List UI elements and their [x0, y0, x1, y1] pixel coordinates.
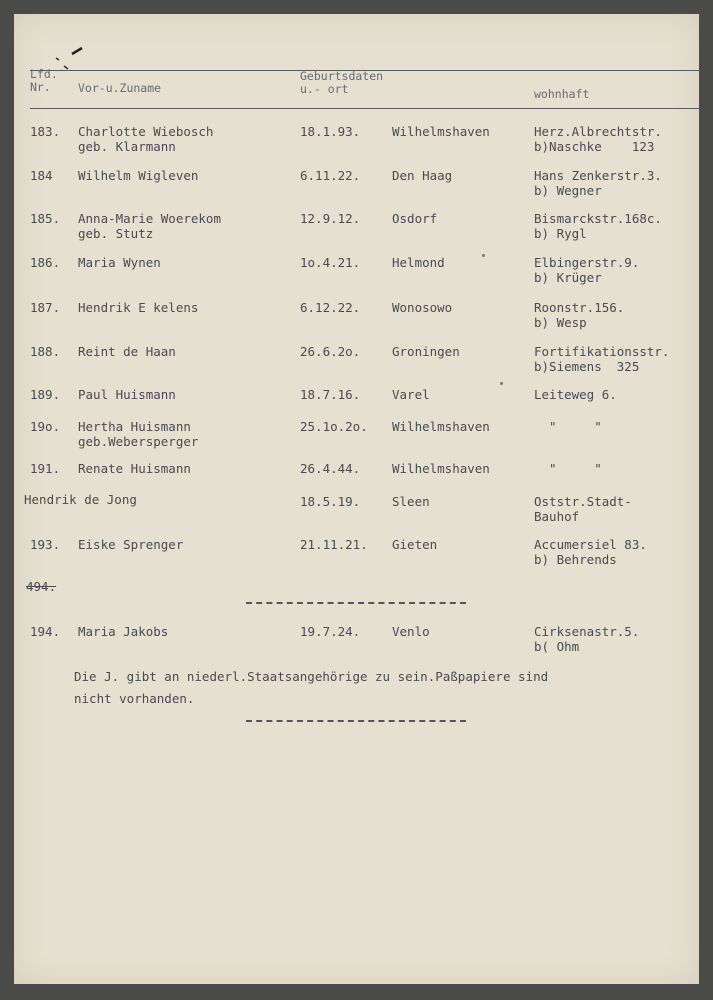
- stray-dot: [500, 382, 503, 385]
- row-place: Osdorf: [392, 211, 438, 226]
- row-residence: Bismarckstr.168c. b) Rygl: [534, 211, 662, 241]
- row-date: 18.7.16.: [300, 387, 361, 402]
- row-residence: Fortifikationsstr. b)Siemens 325: [534, 344, 670, 374]
- header-nr: Lfd. Nr.: [30, 67, 58, 94]
- header-residence: wohnhaft: [534, 87, 590, 101]
- row-date: 18.5.19.: [300, 494, 361, 509]
- row-date: 12.9.12.: [300, 211, 361, 226]
- header-rule-top: [30, 70, 700, 71]
- row-place: Venlo: [392, 624, 430, 639]
- row-nr: 189.: [30, 387, 61, 402]
- row-name: Hertha Huismann geb.Webersperger: [78, 419, 199, 449]
- row-date: 6.11.22.: [300, 168, 361, 183]
- row-name: Maria Wynen: [78, 255, 161, 270]
- row-place: Wilhelmshaven: [392, 461, 490, 476]
- row-date: 19.7.24.: [300, 624, 361, 639]
- row-name: Reint de Haan: [78, 344, 176, 359]
- row-residence: Accumersiel 83. b) Behrends: [534, 537, 647, 567]
- row-place: Wilhelmshaven: [392, 124, 490, 139]
- row-nr: 185.: [30, 211, 61, 226]
- stray-dot: [482, 254, 485, 257]
- row-name: Anna-Marie Woerekom geb. Stutz: [78, 211, 221, 241]
- row-date: 1o.4.21.: [300, 255, 361, 270]
- row-nr: 191.: [30, 461, 61, 476]
- row-nr: 193.: [30, 537, 61, 552]
- row-residence: " ": [534, 461, 602, 476]
- row-nr: 187.: [30, 300, 61, 315]
- row-name: Wilhelm Wigleven: [78, 168, 199, 183]
- row-place: Wilhelmshaven: [392, 419, 490, 434]
- row-date: 25.1o.2o.: [300, 419, 368, 434]
- row-name: Hendrik de Jong: [24, 492, 137, 507]
- remark-note: Die J. gibt an niederl.Staatsangehörige zu sein.Paßpapiere sind nicht vorhanden.: [74, 669, 549, 706]
- row-place: Wonosowo: [392, 300, 453, 315]
- header-birth: Geburtsdaten u.- ort: [300, 69, 384, 96]
- row-place: Helmond: [392, 255, 445, 270]
- row-nr: 186.: [30, 255, 61, 270]
- header-rule-bottom: [30, 108, 700, 109]
- row-name: Paul Huismann: [78, 387, 176, 402]
- row-nr: 19o.: [30, 419, 61, 434]
- row-residence: Leiteweg 6.: [534, 387, 617, 402]
- row-date: 21.11.21.: [300, 537, 368, 552]
- row-residence: Herz.Albrechtstr. b)Naschke 123: [534, 124, 662, 154]
- row-place: Varel: [392, 387, 430, 402]
- row-date: 6.12.22.: [300, 300, 361, 315]
- row-name: Renate Huismann: [78, 461, 191, 476]
- row-nr: 184: [30, 168, 53, 183]
- row-residence: Roonstr.156. b) Wesp: [534, 300, 625, 330]
- row-place: Sleen: [392, 494, 430, 509]
- row-nr-struck: 494.: [26, 579, 57, 594]
- dashed-separator: [246, 602, 466, 604]
- row-name: Hendrik E kelens: [78, 300, 199, 315]
- row-date: 26.6.2o.: [300, 344, 361, 359]
- dashed-separator-end: [246, 720, 466, 722]
- row-residence: Elbingerstr.9. b) Krüger: [534, 255, 640, 285]
- row-date: 18.1.93.: [300, 124, 361, 139]
- row-residence: " ": [534, 419, 602, 434]
- row-residence: Hans Zenkerstr.3. b) Wegner: [534, 168, 662, 198]
- row-residence: Oststr.Stadt- Bauhof: [534, 494, 632, 524]
- document-page: [14, 14, 699, 984]
- row-place: Den Haag: [392, 168, 453, 183]
- row-place: Gieten: [392, 537, 438, 552]
- row-name: Charlotte Wiebosch geb. Klarmann: [78, 124, 214, 154]
- row-name: Maria Jakobs: [78, 624, 169, 639]
- row-place: Groningen: [392, 344, 460, 359]
- row-nr: 183.: [30, 124, 61, 139]
- row-residence: Cirksenastr.5. b( Ohm: [534, 624, 640, 654]
- row-name: Eiske Sprenger: [78, 537, 184, 552]
- row-nr: 188.: [30, 344, 61, 359]
- row-date: 26.4.44.: [300, 461, 361, 476]
- header-name: Vor-u.Zuname: [78, 81, 162, 95]
- row-nr: 194.: [30, 624, 61, 639]
